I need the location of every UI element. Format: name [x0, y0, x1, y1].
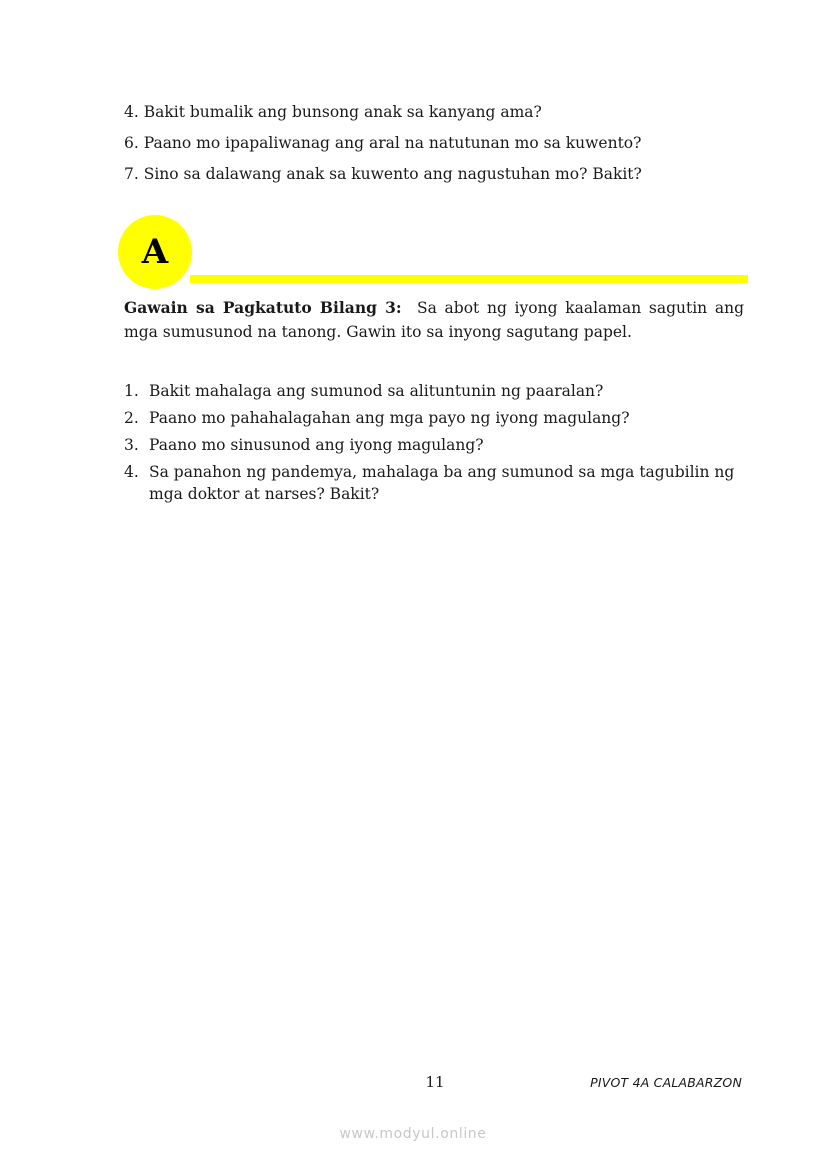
list-item-text: Sa panahon ng pandemya, mahalaga ba ang sumunod sa mga tagubilin ng mga doktor at narses? Bakit? [149, 463, 735, 503]
activity-title: Gawain sa Pagkatuto Bilang 3: [124, 298, 402, 317]
list-item-number: 3. [124, 436, 139, 454]
list-item-text: Paano mo pahahalagahan ang mga payo ng iyong magulang? [149, 409, 630, 427]
page-number: 11 [425, 1073, 445, 1091]
activity-questions-list [124, 380, 744, 510]
list-item [124, 407, 744, 429]
list-item-number: 2. [124, 409, 139, 427]
activity-directions: Sa abot ng iyong kaalaman sagutin ang mga sumusunod na tanong. Gawin ito sa inyong sagutang papel. [124, 299, 744, 341]
watermark: www.modyul.online [339, 1126, 487, 1142]
list-item-text: Paano mo sinusunod ang iyong magulang? [149, 436, 484, 454]
section-badge-letter: A [141, 232, 169, 272]
activity-instructions [124, 296, 744, 344]
question-item: 4. Bakit bumalik ang bunsong anak sa kanyang ama? [124, 103, 542, 121]
list-item-number: 4. [124, 463, 139, 481]
section-divider [190, 275, 748, 283]
question-item: 6. Paano mo ipapaliwanag ang aral na natutunan mo sa kuwento? [124, 134, 642, 152]
list-item [124, 434, 744, 456]
list-item-number: 1. [124, 382, 139, 400]
list-item-text: Bakit mahalaga ang sumunod sa alituntunin ng paaralan? [149, 382, 604, 400]
list-item [124, 461, 744, 505]
section-badge [118, 215, 192, 289]
footer-brand: PIVOT 4A CALABARZON [590, 1075, 742, 1090]
question-item: 7. Sino sa dalawang anak sa kuwento ang nagustuhan mo? Bakit? [124, 165, 642, 183]
previous-questions-list [124, 102, 744, 195]
list-item [124, 380, 744, 402]
